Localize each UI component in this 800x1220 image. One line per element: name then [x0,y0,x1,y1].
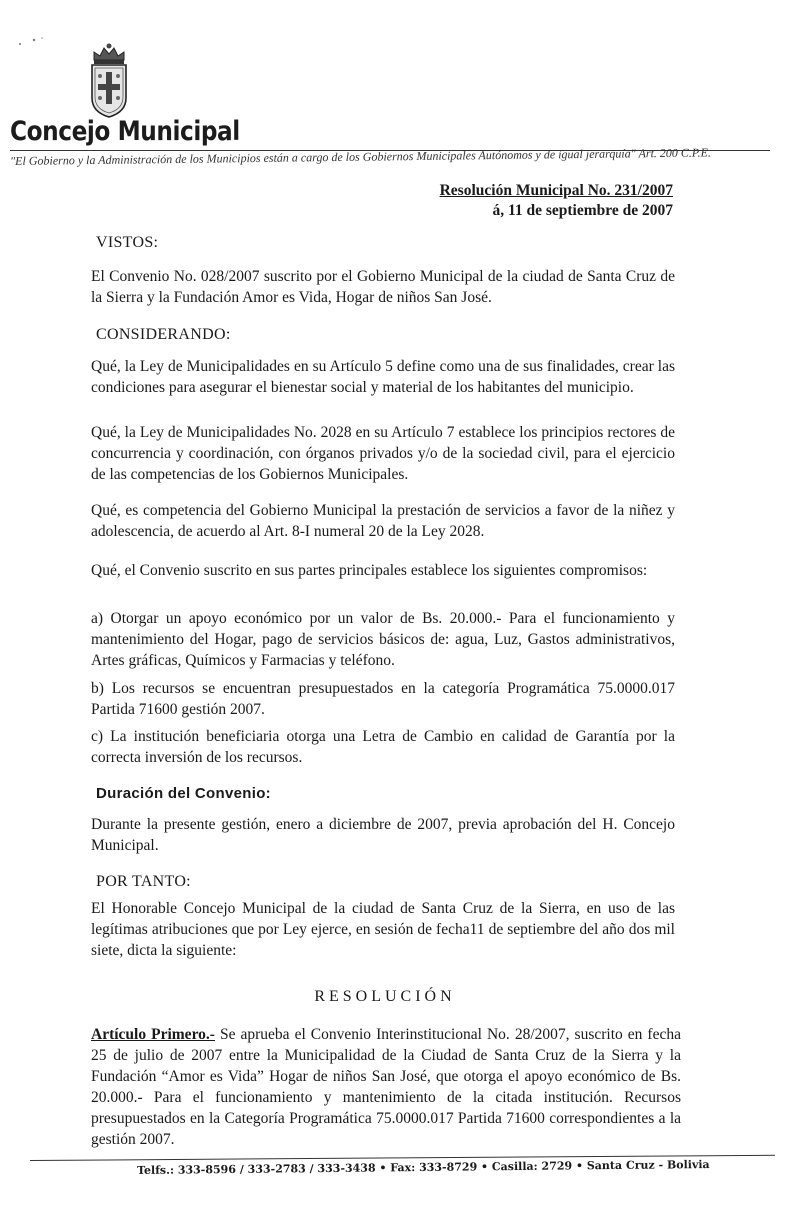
resolucion-title: RESOLUCIÓN [314,988,456,1005]
vistos-paragraph: El Convenio No. 028/2007 suscrito por el Gobierno Municipal de la ciudad de Santa Cruz de la Sierra y la Fundación Amor es Vida, Hogar de niños San José. [91,268,675,306]
coat-of-arms-icon [84,40,134,120]
organization-name: Concejo Municipal [10,116,240,147]
commitment-c: c) La institución beneficiaria otorga una Letra de Cambio en calidad de Garantía por la correcta inversión de los recursos. [91,728,675,766]
duracion-paragraph: Durante la presente gestión, enero a diciembre de 2007, previa aprobación del H. Concejo Municipal. [91,816,675,854]
considerando-paragraph-4: Qué, el Convenio suscrito en sus partes principales establece los siguientes compromisos: [91,562,648,579]
duracion-heading: Duración del Convenio: [96,785,271,802]
vistos-heading: VISTOS: [96,234,159,251]
header-motto: "El Gobierno y la Administración de los Municipios están a cargo de los Gobiernos Municipales Autónomos y de igual jerarquía" Art. 200 C.P.E. [10,145,712,168]
considerando-heading: CONSIDERANDO: [96,326,231,343]
commitment-a: a) Otorgar un apoyo económico por un valor de Bs. 20.000.- Para el funcionamiento y mantenimiento del Hogar, pago de servicios básicos de: agua, Luz, Gastos administrativos, Artes gráficas, Químicos y Farmacias y teléfono. [91,610,675,669]
commitment-b: b) Los recursos se encuentran presupuestados en la categoría Programática 75.0000.017 Partida 71600 gestión 2007. [91,680,675,718]
article-first [91,1024,681,1150]
considerando-paragraph-3: Qué, es competencia del Gobierno Municipal la prestación de servicios a favor de la niñez y adolescencia, de acuerdo al Art. 8-I numeral 20 de la Ley 2028. [91,502,675,540]
considerando-paragraph-1: Qué, la Ley de Municipalidades en su Artículo 5 define como una de sus finalidades, crear las condiciones para asegurar el bienestar social y material de los habitantes del municipio. [91,358,675,396]
resolution-number: Resolución Municipal No. 231/2007 [439,182,673,199]
article-first-label: Artículo Primero.- [91,1026,215,1043]
resolution-date: á, 11 de septiembre de 2007 [492,202,673,219]
scan-specks [14,30,64,50]
footer-contact: Telfs.: 333-8596 / 333-2783 / 333-3438 • Fax: 333-8729 • Casilla: 2729 • Santa Cruz - Bolivia [137,1158,710,1177]
por-tanto-paragraph: El Honorable Concejo Municipal de la ciudad de Santa Cruz de la Sierra, en uso de las legítimas atribuciones que por Ley ejerce, en sesión de fecha11 de septiembre del año dos mil siete, dicta la siguiente: [91,900,675,959]
por-tanto-heading: POR TANTO: [96,873,191,890]
article-first-text: Se aprueba el Convenio Interinstitucional No. 28/2007, suscrito en fecha 25 de julio de 2007 entre la Municipalidad de la Ciudad de Santa Cruz de la Sierra y la Fundación “Amor es Vida” Hogar de niños San José, que otorga el apoyo económico de Bs. 20.000.- Para el funcionamiento y mantenimiento de la citada institución. Recursos presupuestados en la Categoría Programática 75.0000.017 Partida 71600 correspondientes a la gestión 2007. [91,1026,681,1148]
considerando-paragraph-2: Qué, la Ley de Municipalidades No. 2028 en su Artículo 7 establece los principios rectores de concurrencia y coordinación, con órganos privados y/o de la sociedad civil, para el ejercicio de las competencias de los Gobiernos Municipales. [91,424,675,483]
